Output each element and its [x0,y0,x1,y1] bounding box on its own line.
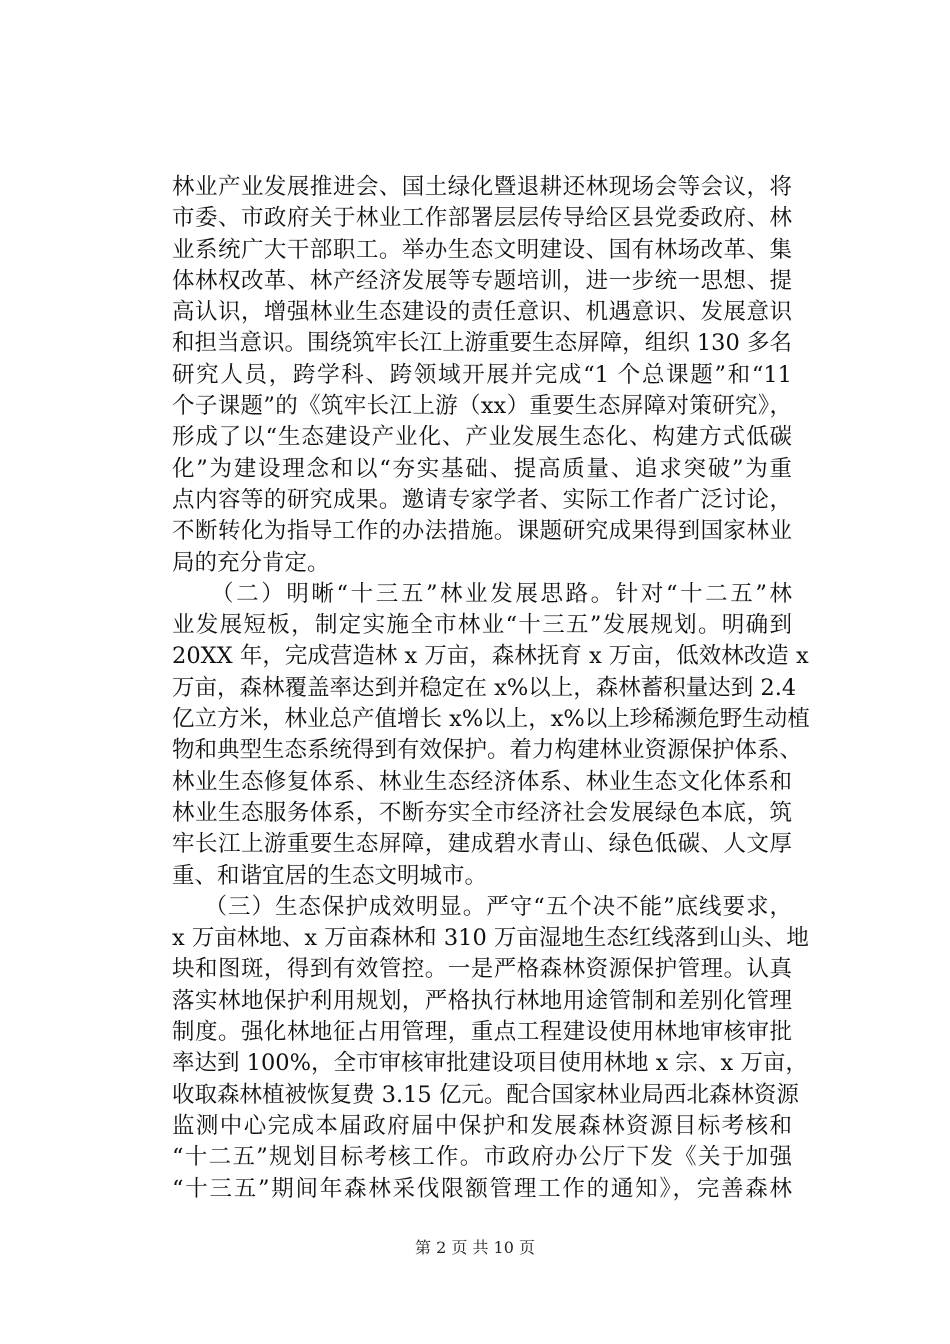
text-line: 高认识，增强林业生态建设的责任意识、机遇意识、发展意识 [172,299,792,326]
text-line: x 万亩林地、x 万亩森林和 310 万亩湿地生态红线落到山头、地 [172,925,809,952]
text-line: “十三五”期间年森林采伐限额管理工作的通知》，完善森林 [172,1175,792,1202]
document-body [172,172,810,1205]
text-line: 业发展短板，制定实施全市林业“十三五”发展规划。明确到 [172,612,792,639]
text-line: 和担当意识。围绕筑牢长江上游重要生态屏障，组织 130 多名 [172,330,792,357]
text-line: 监测中心完成本届政府届中保护和发展森林资源目标考核和 [172,1112,792,1139]
text-line: 点内容等的研究成果。邀请专家学者、实际工作者广泛讨论， [172,486,792,513]
text-line: 牢长江上游重要生态屏障，建成碧水青山、绿色低碳、人文厚 [172,831,792,858]
text-line: 万亩，森林覆盖率达到并稳定在 x%以上，森林蓄积量达到 2.4 [172,674,797,701]
text-line: 制度。强化林地征占用管理，重点工程建设使用林地审核审批 [172,1019,792,1046]
text-line: 不断转化为指导工作的办法措施。课题研究成果得到国家林业 [172,518,792,545]
text-line: （二）明晰“十三五”林业发展思路。针对“十二五”林 [172,580,792,607]
text-line: 亿立方米，林业总产值增长 x%以上，x%以上珍稀濒危野生动植 [172,706,810,733]
text-line: 收取森林植被恢复费 3.15 亿元。配合国家林业局西北森林资源 [172,1081,799,1108]
text-line: 研究人员，跨学科、跨领域开展并完成“1 个总课题”和“11 [172,361,792,388]
text-line: 落实林地保护利用规划，严格执行林地用途管制和差别化管理 [172,987,792,1014]
text-line: 形成了以“生态建设产业化、产业发展生态化、构建方式低碳 [172,424,792,451]
text-line: 块和图斑，得到有效管控。一是严格森林资源保护管理。认真 [172,956,792,983]
text-line: 林业生态修复体系、林业生态经济体系、林业生态文化体系和 [172,768,792,795]
text-line: 业系统广大干部职工。举办生态文明建设、国有林场改革、集 [172,236,792,263]
text-line: 林业生态服务体系，不断夯实全市经济社会发展绿色本底，筑 [172,799,792,826]
text-line: “十二五”规划目标考核工作。市政府办公厅下发《关于加强 [172,1144,792,1171]
text-line: 物和典型生态系统得到有效保护。着力构建林业资源保护体系、 [172,737,803,764]
text-line: 重、和谐宜居的生态文明城市。 [172,862,488,889]
text-line: （三）生态保护成效明显。严守“五个决不能”底线要求， [172,893,792,920]
text-line: 局的充分肯定。 [172,549,330,576]
text-line: 化”为建设理念和以“夯实基础、提高质量、追求突破”为重 [172,455,792,482]
text-line: 市委、市政府关于林业工作部署层层传导给区县党委政府、林 [172,205,792,232]
text-line: 体林权改革、林产经济发展等专题培训，进一步统一思想、提 [172,267,792,294]
text-line: 20XX 年，完成营造林 x 万亩，森林抚育 x 万亩，低效林改造 x [172,643,809,670]
text-line: 率达到 100%，全市审核审批建设项目使用林地 x 宗、x 万亩， [172,1050,808,1077]
page-footer: 第 2 页 共 10 页 [415,1238,535,1257]
text-line: 个子课题”的《筑牢长江上游（xx）重要生态屏障对策研究》， [172,393,792,420]
text-line: 林业产业发展推进会、国土绿化暨退耕还林现场会等会议，将 [172,174,792,200]
